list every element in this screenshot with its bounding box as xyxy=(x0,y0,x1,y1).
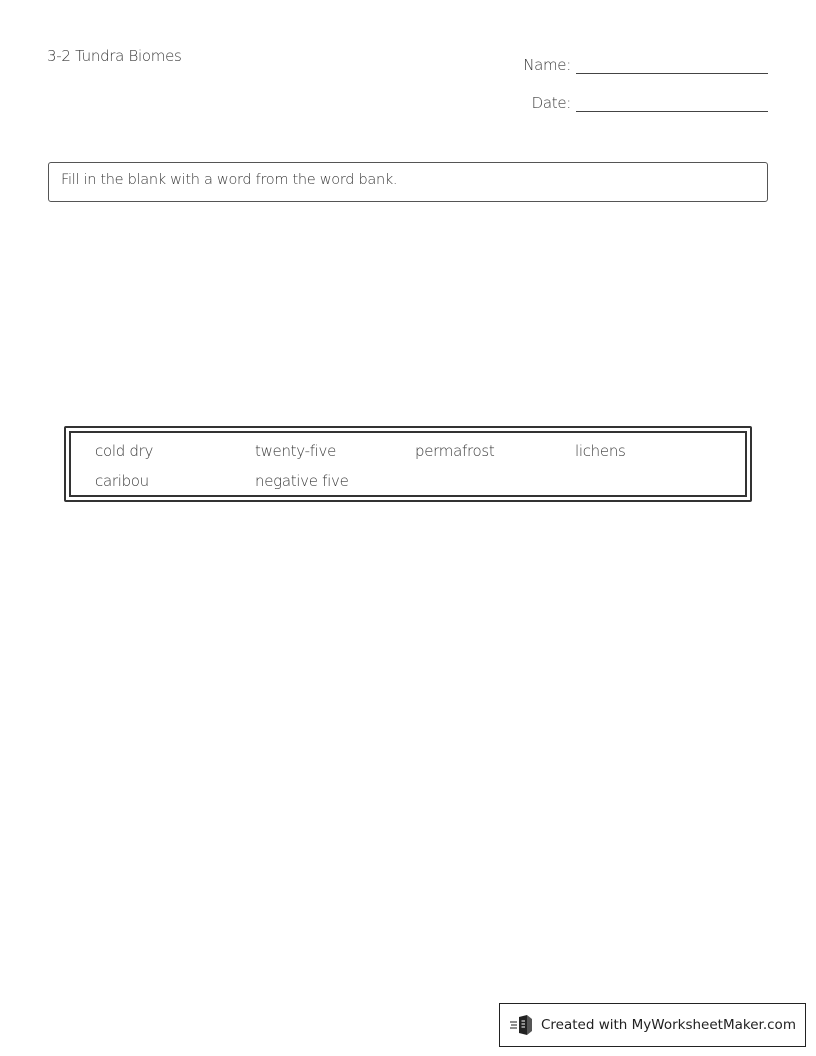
word-bank-item: lichens xyxy=(575,442,626,460)
worksheet-title: 3-2 Tundra Biomes xyxy=(47,47,182,65)
date-line[interactable] xyxy=(576,88,768,112)
footer-text: Created with MyWorksheetMaker.com xyxy=(541,1017,796,1033)
word-bank-item: twenty-five xyxy=(255,442,337,460)
instructions-box xyxy=(48,162,768,202)
word-bank-item: permafrost xyxy=(415,442,495,460)
word-bank-item: caribou xyxy=(95,472,149,490)
name-line[interactable] xyxy=(576,50,768,74)
name-label: Name: xyxy=(523,56,571,74)
word-bank-item: negative five xyxy=(255,472,349,490)
name-field xyxy=(523,50,768,74)
word-bank-inner xyxy=(69,431,747,497)
date-field xyxy=(532,88,768,112)
footer-credit[interactable] xyxy=(499,1003,806,1047)
worksheet-maker-logo-icon xyxy=(510,1014,534,1036)
instructions-text: Fill in the blank with a word from the word bank. xyxy=(61,172,398,188)
word-bank xyxy=(64,426,752,502)
date-label: Date: xyxy=(531,94,571,112)
word-bank-item: cold dry xyxy=(95,442,154,460)
